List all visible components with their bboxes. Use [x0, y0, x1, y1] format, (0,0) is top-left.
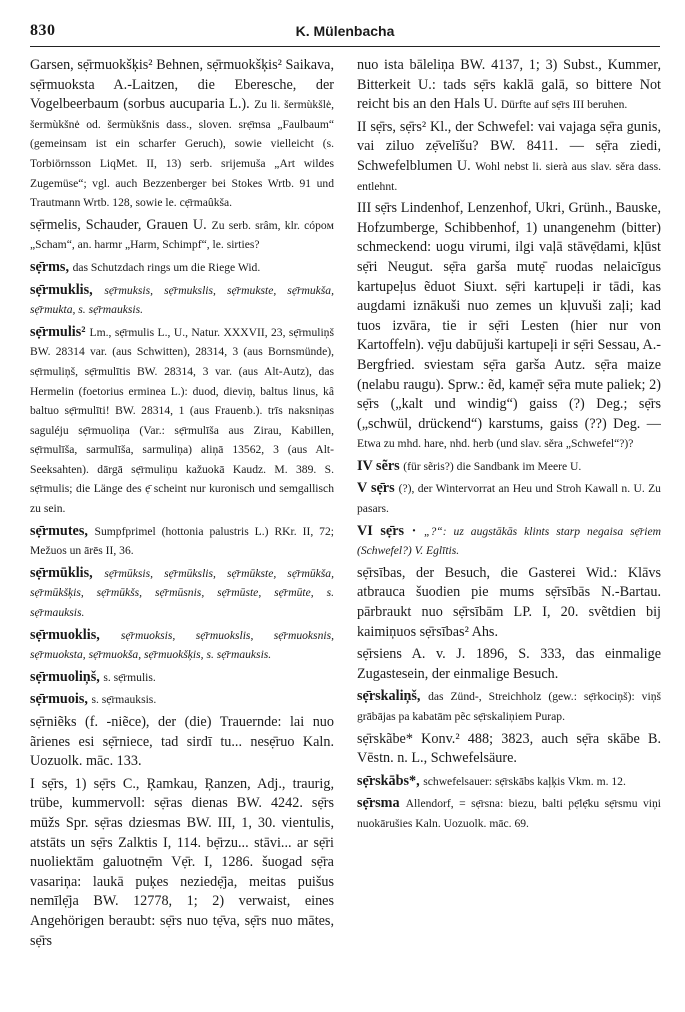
- entry-serskabs: sẹ̄rskābs*, schwefelsauer: sẹ̄rskābs kaļķis Vkm. m. 12.: [357, 772, 626, 789]
- entry-sers-vi: VI sẹ̄rs · „?“: uz augstākās klints starp negaisa sẹ̄riem (Schwefel?) V. Eglītis.: [357, 522, 661, 558]
- entry-sersibas: sẹ̄rsības, der Besuch, die Gasterei Wid.: Klāvs atbrauca šuodien pie mums sẹ̄rsībās N.-Bartau. pārbraukt nuo sẹ̄rsībām LP. I, 20. svẽtdien bij kaimiņuos sẹ̄rsības² Ahs.: [357, 564, 661, 640]
- entry-serskalins: sẹ̄rskaliņš, das Zünd-, Streichholz (gew.: sẹ̄rkociņš): viņš grābājas pa kabatām pẽc sẹ̄rskaliņiem Purap.: [357, 688, 661, 723]
- left-column: [30, 56, 334, 1004]
- entry-sers-v: V sẹ̄rs (?), der Wintervorrat an Heu und Stroh Kawall n. U. Zu pasars.: [357, 480, 661, 516]
- entry-sers-ii: II sẹ̄rs, sẹ̄rs² Kl., der Schwefel: vai vajaga sẹ̄ra gunis, vai ziluo zẹ̄velīšu? BW. 8411. — sẹ̄ra ziedi, Schwefelblumen U. Wohl nebst li. sierà aus slav. sěra dass. entlehnt.: [357, 118, 661, 193]
- entry-sermuklis: sẹ̄rmuklis, sẹ̄rmuksis, sẹ̄rmukslis, sẹ̄rmukste, sẹ̄rmukša, sẹ̄rmukta, s. sẹ̄rmauksis.: [30, 281, 334, 317]
- entry-sers-iv: IV sẽrs (für sẽris?) die Sandbank im Meere U.: [357, 457, 582, 474]
- running-head: K. Mülenbacha: [295, 23, 395, 39]
- entry-sermulis: sẹ̄rmulis² Lm., sẹ̄rmulis L., U., Natur. XXXVII, 23, sẹ̄rmuliņš BW. 28314 var. (aus Schwitten), 28314, 3 (aus Bornsmünde), sẹ̄rmuliņš, sẹ̄rmulītis BW. 28314, 3 var. (aus Alt-Autz), das Hermelin (foetorius erminea L.): duod, dieviņ, baltus linus, kâ baltuo sẹ̄rmulīti! BW. 28314, 1 (aus Frauenb.). trīs naksniņas saguléju sẹ̄rmuoliņa (Var.: sẹ̄rmulīša aus Zirau, Kabillen, sẹ̄rmulīša, sarmulīša, sarmuliņa) aliņā 13562, 3 (aus Alt-Seeksahten). dārgā sẹ̄rmuliņu kažuokā Kaudz. M. 389. S. sẹ̄rmulis; die Länge des ẹ̄ scheint nur kuronisch und semgallisch zu sein.: [30, 323, 334, 516]
- entry-serskabe: sẹ̄rskãbe* Konv.² 488; 3823, auch sẹ̄ra skābe B. Vēstn. n. L., Schwefelsäure.: [357, 730, 661, 767]
- entry-sermelis: sẹ̄rmelis, Schauder, Grauen U. Zu serb. srâm, klr. cópoм „Scham“, an. harmr „Harm, Schimpf“, le. sirties?: [30, 216, 334, 252]
- page-header: [30, 20, 660, 47]
- entry-sermuois: sẹ̄rmuois, s. sẹ̄rmauksis.: [30, 691, 157, 708]
- entry-sermutes: sẹ̄rmutes, Sumpfprimel (hottonia palustris L.) RKr. II, 72; Mežuos un ārēs II, 36.: [30, 522, 334, 558]
- entry-sers-iii: III sẹ̄rs Lindenhof, Lenzenhof, Ukri, Grünh., Bauske, Hofzumberge, Schibbenhof, 1) unangenehm (bitter) schmeckend: uogu virumi, ilgi vaļā stāvẹ̄dami, kļūst sẹ̄ri Neugut. sẹ̄ra garša mutẹ̄ ruodas nelaicīgus kartupeļus ẽduot Siuxt. sẹ̄ri kartupeļi ir tādi, kas augdami iznākuši nuo zemes un kļuvuši zaļi; kad tuos izvāra, tie ir sẹ̄ri Lesten (hier nur von Kartoffeln). vẹ̄ju dabūjuši kartupeļi ir sẹ̄ri Sessau, A.-Bergfried. sviestam sẹ̄ra garša Autz. sẹ̄ra maize (nelabu raugu). Sprw.: ẽd, kamẹ̄r sẹ̄ra mute paliek; 2) sẹ̄rs („kalt und windig“) gaiss (?) Deg.; sẹ̄rs („schwül, drückend“) karstums, gaiss (??) Deg. — Etwa zu mhd. hare, nhd. herb (und slav. sěra „Schwefel“?)?: [357, 200, 661, 451]
- entry-serms: sẹ̄rms, das Schutzdach rings um die Riege Wid.: [30, 258, 261, 275]
- entry-sersiens: sẹ̄rsiens A. v. J. 1896, S. 333, das einmalige Zugastesein, der einmalige Besuch.: [357, 646, 661, 682]
- entry-sers-i-cont: nuo ista bāleliņa BW. 4137, 1; 3) Subst., Kummer, Bitterkeit U.: tads sẹ̄rs kaklā galā, so bittere Not reicht bis an den Hals U. Dürfte auf sẹ̄rs III beruhen.: [357, 57, 661, 113]
- entry-sermuokskis: Garsen, sẹ̄rmuokšķis² Behnen, sẹ̄rmuokšķis² Saikava, sẹ̄rmuoksta A.-Laitzen, die Eberesche, der Vogelbeerbaum (sorbus aucuparia L.). Zu li. šermùkšlė, šermùkšnė od. šermùkšnis dass., sloven. srẹ̄msa „Faulbaum“ (gemeinsam ist ein scharfer Geruch), sowie vielleicht (s. Torbiörnsson LiqMet. II, 13) serb. srijemuša „Art wildes Zugemüse“; vgl. auch Bezzenberger bei Stokes Wrtb. 91 und Trautmann Wrtb. 128, sowie le. cẹ̄rmaûkša.: [30, 57, 334, 210]
- entry-sermuolins: sẹ̄rmuoliņš, s. sẹ̄rmulis.: [30, 668, 156, 685]
- page-number: 830: [30, 22, 56, 39]
- entry-sernieks: sẹ̄rniẽks (f. -niẽce), der (die) Trauernde: lai nuo ãrienes esi sẹ̄rniece, tad sirdī tu... nesẹ̄ruo Kaln. Uozuolk. māc. 133.: [30, 714, 334, 770]
- entry-sers-i: I sẹ̄rs, 1) sẹ̄rs C., Ŗamkau, Ŗanzen, Adj., traurig, trübe, kummervoll: sẹ̄ras dienas BW. 4242. sẹ̄rs mūžs Spr. sẹ̄ras dziesmas BW. III, 1, 30. vientulis, atstāts un sẹ̄rs Zalktis I, 114. bẹ̄rzu... stāvi... ar sẹ̄ri nuoliektām galuotnẹ̄m Vẹ̄r. I, 1286. šuogad sẹ̄ra vasariņa: laukā puķes neziedẹ̄ja, meitas puišus nemīlẹ̄ja BW. 12778, 1; 2) verwaist, eines Angehörigen beraubt: sẹ̄rs nuo tẹ̄va, sẹ̄rs nuo mātes, sẹ̄rs: [30, 775, 334, 949]
- entry-sermuklis-long: sẹ̄rmūklis, sẹ̄rmūksis, sẹ̄rmūkslis, sẹ̄rmūkste, sẹ̄rmūkša, sẹ̄rmūkšķis, sẹ̄rmūkšs, sẹ̄rmūsnis, sẹ̄rmūste, sẹ̄rmūte, s. sẹ̄rmauksis.: [30, 564, 334, 620]
- entry-sermuoklis: sẹ̄rmuoklis, sẹ̄rmuoksis, sẹ̄rmuokslis, sẹ̄rmuoksnis, sẹ̄rmuoksta, sẹ̄rmuokša, sẹ̄rmuokšķis, s. sẹ̄rmauksis.: [30, 626, 334, 662]
- right-column: [357, 56, 661, 1004]
- entry-sersma: sẹ̄rsma Allendorf, = sẹ̄rsna: biezu, balti pẹ̄lẹ̄ku sẹ̄rsmu viņi nuokārušies Kaln. Uozuolk. māc. 69.: [357, 795, 661, 830]
